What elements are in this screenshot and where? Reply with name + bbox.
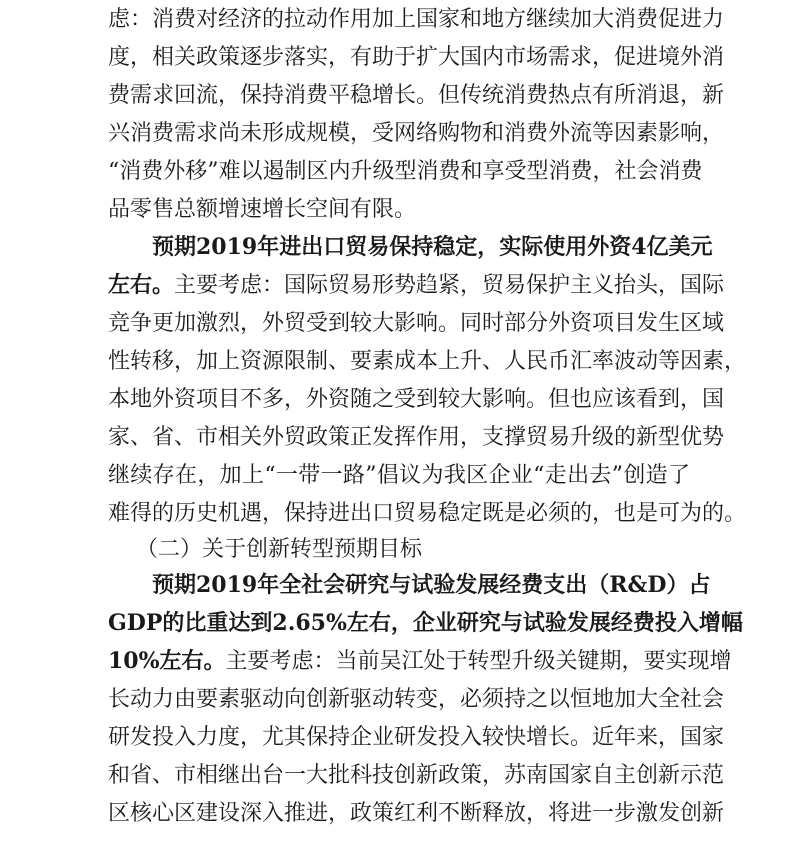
text-line: 长动力由要素驱动向创新驱动转变，必须持之以恒地加大全社会 [108,687,725,712]
text-line: 区核心区建设深入推进，政策红利不断释放，将进一步激发创新 [108,801,725,826]
text-line: 家、省、市相关外贸政策正发挥作用，支撑贸易升级的新型优势 [108,425,725,450]
text-line: “消费外移”难以遏制区内升级型消费和享受型消费，社会消费 [108,159,703,184]
text-line: 研发投入力度，尤其保持企业研发投入较快增长。近年来，国家 [108,725,725,750]
text-line: 兴消费需求尚未形成规模，受网络购物和消费外流等因素影响， [108,121,725,146]
text-line: 本地外资项目不多，外资随之受到较大影响。但也应该看到，国 [108,387,725,412]
section-heading: （二）关于创新转型预期目标 [136,537,423,562]
text-line: 和省、市相继出台一大批科技创新政策，苏南国家自主创新示范 [108,763,725,788]
text-line: 度，相关政策逐步落实，有助于扩大国内市场需求，促进境外消 [108,45,725,70]
text-line: 性转移，加上资源限制、要素成本上升、人民币汇率波动等因素， [108,349,747,374]
text-line: 竞争更加激烈，外贸受到较大影响。同时部分外资项目发生区域 [108,311,725,336]
text-line: 预期2019年全社会研究与试验发展经费支出（R&D）占 [152,572,711,598]
text-line: 继续存在，加上“一带一路”倡议为我区企业“走出去”创造了 [108,463,690,488]
text-line: 预期2019年进出口贸易保持稳定，实际使用外资4亿美元 [152,234,713,260]
text-line: 品零售总额增速增长空间有限。 [108,197,417,222]
text-line: GDP的比重达到2.65%左右，企业研究与试验发展经费投入增幅 [108,610,743,636]
text-line: 难得的历史机遇，保持进出口贸易稳定既是必须的，也是可为的。 [108,501,747,526]
text-line: 10%左右。主要考虑：当前吴江处于转型升级关键期，要实现增 [108,648,732,674]
text-line: 费需求回流，保持消费平稳增长。但传统消费热点有所消退，新 [108,83,725,108]
text-line: 左右。主要考虑：国际贸易形势趋紧，贸易保护主义抬头，国际 [108,272,725,298]
text-line: 虑：消费对经济的拉动作用加上国家和地方继续加大消费促进力 [108,7,725,32]
